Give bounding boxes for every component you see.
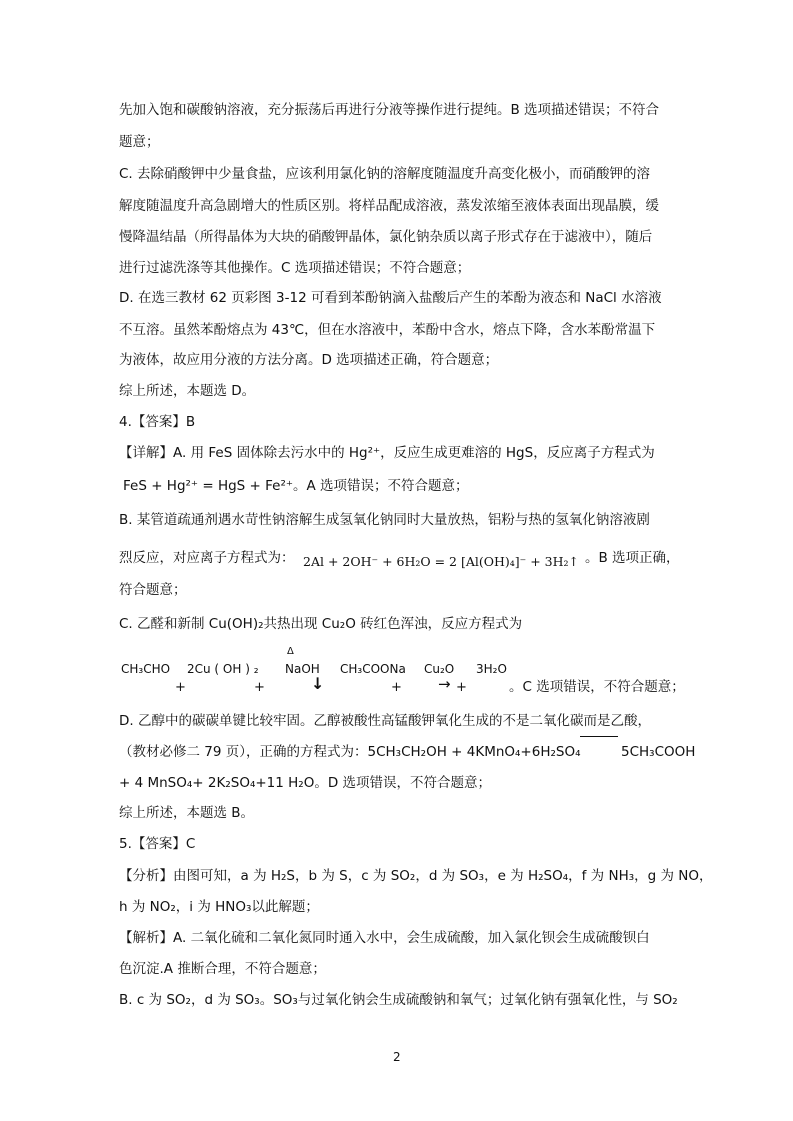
formula-term: 3H₂O bbox=[476, 662, 507, 676]
text-line: 烈反应，对应离子方程式为： bbox=[119, 550, 295, 566]
text-line: D. 乙醇中的碳碳单键比较牢固。乙醇被酸性高锰酸钾氧化生成的不是二氧化碳而是乙酸， bbox=[119, 713, 651, 729]
text-line: B. 某管道疏通剂遇水苛性钠溶解生成氢氧化钠同时大量放热，铝粉与热的氢氧化钠溶液剧 bbox=[119, 512, 650, 528]
text-line: FeS + Hg²⁺ = HgS + Fe²⁺。A 选项错误；不符合题意； bbox=[123, 478, 469, 494]
right-arrow-icon: → bbox=[438, 675, 451, 693]
plus-sign: + bbox=[175, 680, 186, 695]
text-line: 。B 选项正确， bbox=[585, 550, 680, 566]
answer-heading: 5.【答案】C bbox=[119, 836, 196, 852]
answer-heading: 4.【答案】B bbox=[119, 414, 196, 430]
text-line: 进行过滤洗涤等其他操作。C 选项描述错误；不符合题意； bbox=[119, 260, 471, 276]
text-line: 慢降温结晶（所得晶体为大块的硝酸钾晶体，氯化钠杂质以离子形式存在于滤液中），随后 bbox=[119, 229, 653, 245]
text-line: 综上所述，本题选 D。 bbox=[119, 383, 256, 399]
text-line: 符合题意； bbox=[119, 582, 187, 598]
text-line: 为液体，故应用分液的方法分离。D 选项描述正确，符合题意； bbox=[119, 352, 499, 368]
equation-al: 2Al + 2OH⁻ + 6H₂O = 2 [Al(OH)₄]⁻ + 3H₂↑ bbox=[303, 554, 580, 569]
page-number: 2 bbox=[393, 1050, 401, 1064]
formula-term: CH₃COONa bbox=[340, 662, 406, 676]
text-line: 【解析】A. 二氧化硫和二氧化氮同时通入水中，会生成硫酸，加入氯化钡会生成硫酸钡白 bbox=[119, 930, 650, 946]
text-line: + 4 MnSO₄+ 2K₂SO₄+11 H₂O。D 选项错误，不符合题意； bbox=[119, 775, 492, 791]
text-line: 【分析】由图可知，a 为 H₂S，b 为 S，c 为 SO₂，d 为 SO₃，e 为 H₂SO₄，f 为 NH₃，g 为 NO， bbox=[119, 868, 713, 884]
text-line: 色沉淀.A 推断合理，不符合题意； bbox=[119, 961, 326, 977]
text-line: 先加入饱和碳酸钠溶液，充分振荡后再进行分液等操作进行提纯。B 选项描述错误；不符合 bbox=[119, 102, 660, 118]
precipitate-arrow-icon: ↓ bbox=[311, 674, 325, 693]
text-line: （教材必修二 79 页），正确的方程式为：5CH₃CH₂OH + 4KMnO₄+6H₂SO₄ bbox=[119, 744, 581, 760]
text-line: 5CH₃COOH bbox=[621, 744, 696, 760]
delta-symbol: Δ bbox=[287, 646, 294, 657]
formula-term: CH₃CHO bbox=[121, 662, 171, 676]
text-line: 不互溶。虽然苯酚熔点为 43℃，但在水溶液中，苯酚中含水，熔点下降，含水苯酚常温下 bbox=[119, 322, 656, 338]
formula-term: Cu₂O bbox=[424, 662, 455, 676]
text-line: C. 乙醛和新制 Cu(OH)₂共热出现 Cu₂O 砖红色浑浊，反应方程式为 bbox=[119, 616, 523, 632]
plus-sign: + bbox=[456, 680, 467, 695]
plus-sign: + bbox=[254, 680, 265, 695]
text-line: C. 去除硝酸钾中少量食盐，应该利用氯化钠的溶解度随温度升高变化极小，而硝酸钾的溶 bbox=[119, 166, 651, 182]
text-line: 。C 选项错误，不符合题意； bbox=[509, 679, 685, 695]
reaction-arrow-icon bbox=[580, 736, 618, 737]
formula-term: NaOH bbox=[285, 662, 320, 676]
text-line: 解度随温度升高急剧增大的性质区别。将样品配成溶液，蒸发浓缩至液体表面出现晶膜，缓 bbox=[119, 198, 659, 214]
text-line: h 为 NO₂，i 为 HNO₃以此解题； bbox=[119, 899, 319, 915]
text-line: 题意； bbox=[119, 134, 160, 150]
formula-term: 2Cu ( OH ) ₂ bbox=[187, 662, 259, 676]
text-line: D. 在选三教材 62 页彩图 3-12 可看到苯酚钠滴入盐酸后产生的苯酚为液态和 NaCl 水溶液 bbox=[119, 290, 662, 306]
text-line: 综上所述，本题选 B。 bbox=[119, 805, 255, 821]
text-line: B. c 为 SO₂，d 为 SO₃。SO₃与过氧化钠会生成硫酸钠和氧气；过氧化钠有强氧化性，与 SO₂ bbox=[119, 992, 678, 1008]
text-line: 【详解】A. 用 FeS 固体除去污水中的 Hg²⁺，反应生成更难溶的 HgS，反应离子方程式为 bbox=[119, 445, 655, 461]
plus-sign: + bbox=[391, 680, 402, 695]
